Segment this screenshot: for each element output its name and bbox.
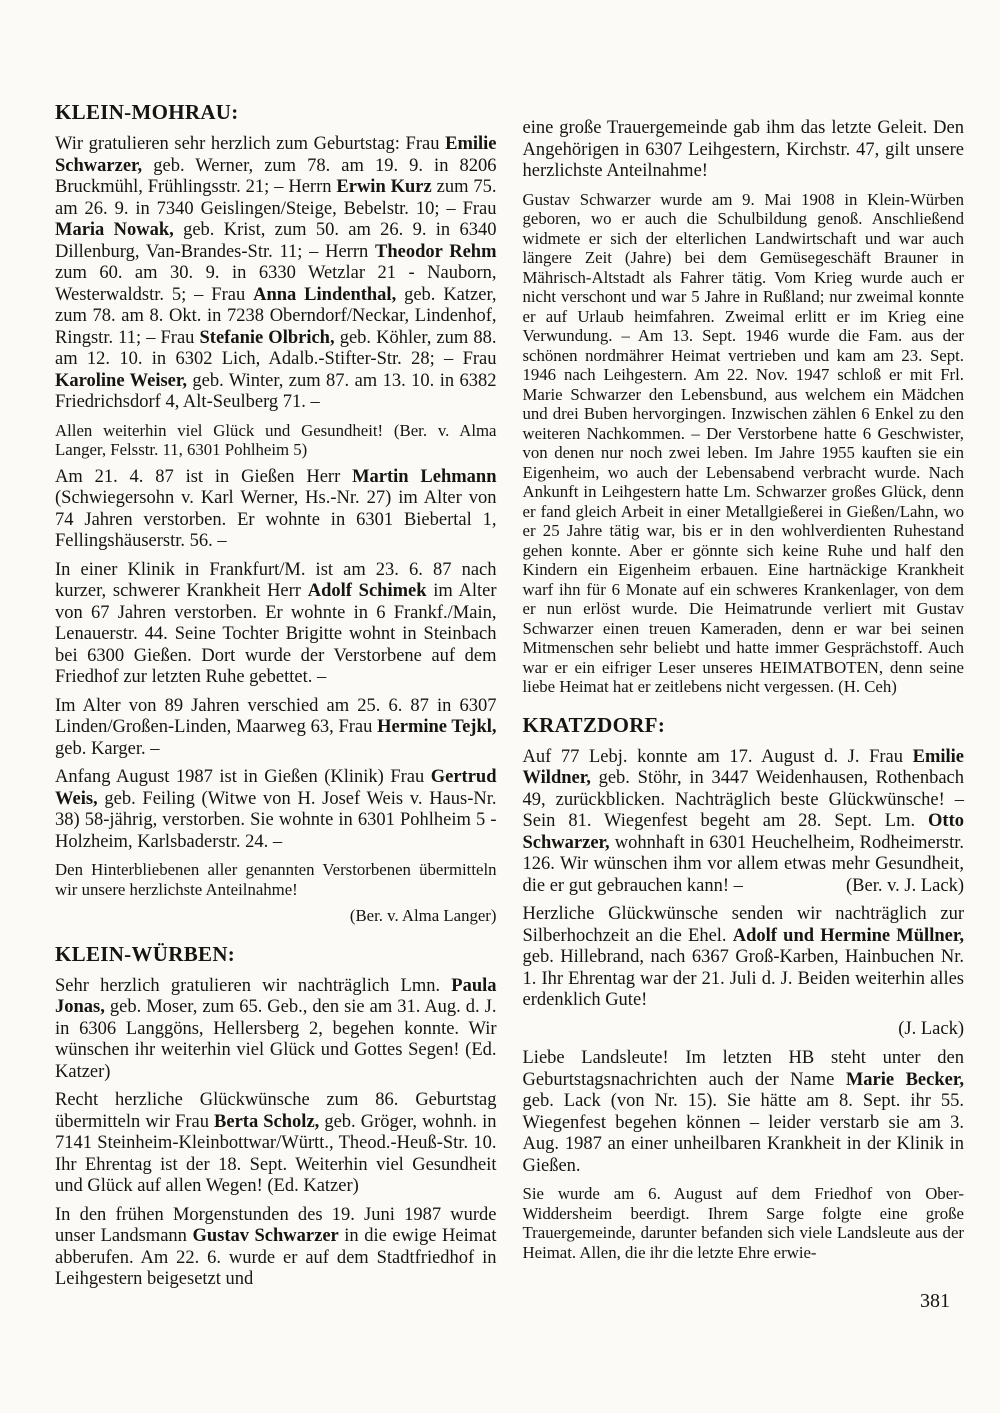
- text-segment: In einer Klinik in Frankfurt/M. ist am 23. 6. 87 nach kurzer, schwerer Krankheit Herr: [55, 559, 497, 601]
- paragraph: [55, 421, 497, 460]
- paragraph: [55, 560, 497, 689]
- text-segment: Sie wurde am 6. August auf dem Friedhof von Ober-Widdersheim beerdigt. Ihrem Sarge folgte eine große Trauergemeinde, darunter befanden sich viele Landsleute aus der Heimat. Allen, die ihr die letzte Ehre erwie-: [522, 1184, 964, 1262]
- person-name: Adolf Schimek: [307, 581, 427, 601]
- person-name: Erwin Kurz: [336, 177, 432, 197]
- text-segment: (Schwiegersohn v. Karl Werner, Hs.-Nr. 27) im Alter von 74 Jahren verstorben. Er wohnte in 6301 Biebertal 1, Fellingshäuserstr. 56. –: [55, 488, 497, 551]
- two-column-layout: [55, 100, 964, 1313]
- left-column: [55, 100, 497, 1298]
- person-name: Maria Nowak,: [55, 220, 174, 240]
- attribution: (Ber. v. Alma Langer): [349, 906, 497, 925]
- person-name: Marie Becker,: [845, 1069, 964, 1090]
- text-segment: Im Alter von 89 Jahren verschied am 25. 6. 87 in 6307 Linden/Großen-Linden, Maarweg 63, Frau: [55, 695, 497, 737]
- text-segment: Liebe Landsleute! Im letzten HB steht unter den Geburtstagsnachrichten auch der Name: [522, 1048, 964, 1090]
- section-heading: KLEIN-WÜRBEN:: [55, 941, 236, 966]
- paragraph: [523, 1048, 965, 1177]
- text-segment: Gustav Schwarzer wurde am 9. Mai 1908 in Klein-Würben geboren, wo er auch die Schulbildung genoß. Anschließend widmete er sich der elterlichen Landwirtschaft und war auch längere Zeit (Jahre) bei dem Gemüsegeschäft Brauner in Mährisch-Altstadt als Fahrer tätig. Vom Krieg wurde auch er nicht verschont und war 5 Jahre in Rußland; nur zweimal konnte er auf Urlaub heimfahren. Zweimal erlitt er im Krieg eine Verwundung. – Am 13. Sept. 1946 wurde die Fam. aus der schönen nordmährer Heimat vertrieben und kam am 23. Sept. 1946 nach Leihgestern. Am 22. Nov. 1947 schloß er mit Frl. Marie Schwarzer den Lebensbund, aus welchem ein Mädchen und drei Buben hervorgingen. Inzwischen zählen 6 Enkel zu den weiteren Nachkommen. – Der Verstorbene hatte 6 Geschwister, von denen nur noch zwei leben. Im Jahre 1955 kauften sie ein Eigenheim, wo auch der Lebensabend verbracht wurde. Nach Ankunft in Leihgestern hatte Lm. Schwarzer großes Glück, denn er fand gleich Arbeit in einer Metallgießerei in Gießen/Lahn, wo er 25 Jahre tätig war, bis er in den wohlverdienten Ruhestand gehen konnte. Aber er gönnte sich keine Ruhe und half den Kindern ein Eigenheim erbauen. Eine hartnäckige Krankheit warf ihn für 6 Monate auf ein schweres Krankenlager, von dem er nun erlöst wurde. Die Heimatrunde verliert mit Gustav Schwarzer einen treuen Kameraden, denn er war bei seinen Mitmenschen sehr beliebt und hatte immer Gesprächstoff. Auch war er ein eifriger Leser unseres HEIMATBOTEN, denn seine liebe Heimat hat er zeitlebens nicht vergessen. (H. Ceh): [522, 189, 964, 696]
- text-segment: geb. Moser, zum 65. Geb., den sie am 31. Aug. d. J. in 6306 Langgöns, Hellersberg 2, begehen konnte. Wir wünschen ihr weiterhin viel Glück und Gottes Segen! (Ed. Katzer): [55, 997, 497, 1082]
- paragraph: [55, 1205, 497, 1291]
- person-name: Otto Schwarzer,: [522, 811, 964, 853]
- text-segment: zum 75. am 26. 9. in 7340 Geislingen/Steige, Bebelstr. 10; – Frau: [55, 177, 497, 219]
- left-column-blocks: [55, 100, 497, 1291]
- right-column-blocks: [523, 118, 965, 1262]
- text-segment: geb. Stöhr, in 3447 Weidenhausen, Rothenbach 49, zurückblicken. Nachträglich beste Glückwünsche! – Sein 81. Wiegenfest begeht am 28. Sept. Lm.: [522, 768, 964, 831]
- person-name: Gustav Schwarzer: [192, 1226, 339, 1246]
- paragraph: [523, 1184, 965, 1262]
- person-name: Hermine Tejkl,: [377, 717, 497, 737]
- text-segment: Anfang August 1987 ist in Gießen (Klinik) Frau: [55, 767, 431, 787]
- person-name: Anna Lindenthal,: [253, 284, 397, 305]
- inline-attribution: (Ber. v. J. Lack): [846, 875, 964, 896]
- person-name: Stefanie Olbrich,: [199, 327, 335, 348]
- text-segment: zum 60. am 30. 9. in 6330 Wetzlar 21 - Nauborn, Westerwaldstr. 5; – Frau: [55, 263, 497, 305]
- person-name: Berta Scholz,: [214, 1111, 320, 1132]
- paragraph: [55, 767, 497, 853]
- person-name: Paula Jonas,: [55, 975, 497, 1017]
- text-segment: geb. Hillebrand, nach 6367 Groß-Karben, Hainbuchen Nr. 1. Ihr Ehrentag war der 21. Juli d. J. Beiden weiterhin alles erdenklich Gute!: [522, 947, 964, 1010]
- paragraph: [55, 976, 497, 1084]
- text-segment: Wir gratulieren sehr herzlich zum Geburtstag: Frau: [55, 134, 446, 154]
- paragraph: [523, 190, 965, 697]
- text-segment: Am 21. 4. 87 ist in Gießen Herr: [55, 466, 353, 487]
- text-segment: im Alter von 67 Jahren verstorben. Er wohnte in 6 Frankf./Main, Lenauerstr. 44. Seine Tochter Brigitte wohnt in Steinbach bei 6300 Gießen. Dort wurde der Verstorbene auf dem Friedhof zur letzten Ruhe gebettet. –: [55, 581, 497, 687]
- paragraph: [55, 467, 497, 553]
- text-segment: Herzliche Glückwünsche senden wir nachträglich zur Silberhochzeit an die Ehel.: [522, 904, 964, 946]
- section-heading: KLEIN-MOHRAU:: [55, 100, 239, 124]
- text-segment: geb. Gröger, wohnh. in 7141 Steinheim-Kleinbottwar/Württ., Theod.-Heuß-Str. 10. Ihr Ehrentag ist der 18. Sept. Weiterhin viel Gesundheit und Glück auf allen Wegen! (Ed. Katzer): [55, 1111, 497, 1196]
- person-name: Martin Lehmann: [352, 466, 497, 487]
- text-segment: Den Hinterbliebenen aller genannten Verstorbenen übermitteln wir unsere herzlichste Anteilnahme!: [55, 860, 497, 899]
- text-segment: geb. Karger. –: [55, 738, 160, 759]
- text-segment: Allen weiterhin viel Glück und Gesundheit! (Ber. v. Alma Langer, Felsstr. 11, 6301 Pohlheim 5): [55, 420, 497, 459]
- text-segment: in die ewige Heimat abberufen. Am 22. 6. wurde er auf dem Stadtfriedhof in Leihgestern beigesetzt und: [55, 1226, 497, 1289]
- person-name: Adolf und Hermine Müllner,: [732, 925, 964, 946]
- paragraph: [55, 860, 497, 899]
- person-name: Theodor Rehm: [374, 241, 497, 262]
- person-name: Emilie Wildner,: [522, 746, 964, 788]
- text-segment: eine große Trauergemeinde gab ihm das letzte Geleit. Den Angehörigen in 6307 Leihgestern, Kirchstr. 47, gilt unsere herzlichste Anteilnahme!: [522, 118, 964, 181]
- paragraph: [523, 747, 965, 898]
- text-segment: geb. Lack (von Nr. 15). Sie hätte am 8. Sept. ihr 55. Wiegenfest begehen können – leider verstarb sie am 3. Aug. 1987 an einer unheilbaren Krankheit in der Klinik in Gießen.: [522, 1091, 964, 1176]
- person-name: Emilie Schwarzer,: [55, 134, 497, 176]
- text-segment: geb. Feiling (Witwe von H. Josef Weis v. Haus-Nr. 38) 58-jährig, verstorben. Sie wohnte in 6301 Pohlheim 5 - Holzheim, Karlsbaderstr. 24. –: [55, 788, 497, 852]
- text-segment: geb. Werner, zum 78. am 19. 9. in 8206 Bruckmühl, Frühlingsstr. 21; – Herrn: [55, 155, 497, 197]
- text-segment: In den frühen Morgenstunden des 19. Juni 1987 wurde unser Landsmann: [55, 1204, 497, 1246]
- text-segment: Sehr herzlich gratulieren wir nachträglich Lmn.: [55, 975, 452, 996]
- text-segment: geb. Köhler, zum 88. am 12. 10. in 6302 Lich, Adalb.-Stifter-Str. 28; – Frau: [55, 327, 497, 369]
- text-segment: geb. Krist, zum 50. am 26. 9. in 6340 Dillenburg, Van-Brandes-Str. 11; – Herrn: [55, 220, 497, 262]
- text-segment: Recht herzliche Glückwünsche zum 86. Geburtstag übermitteln wir Frau: [55, 1090, 497, 1132]
- paragraph: [523, 118, 965, 183]
- paragraph: [523, 904, 965, 1012]
- text-segment: Auf 77 Lebj. konnte am 17. August d. J. Frau: [522, 746, 913, 767]
- right-column: [523, 100, 965, 1313]
- text-segment: geb. Katzer, zum 78. am 8. Okt. in 7238 Oberndorf/Neckar, Lindenhof, Ringstr. 11; – Frau: [55, 284, 497, 348]
- text-segment: wohnhaft in 6301 Heuchelheim, Rodheimerstr. 126. Wir wünschen ihm vor allem etwas mehr Gesundheit, die er gut gebrauchen kann! –: [522, 832, 964, 896]
- section-heading: KRATZDORF:: [522, 712, 666, 737]
- paragraph: [55, 1090, 497, 1198]
- paragraph: [55, 696, 497, 761]
- attribution: (J. Lack): [898, 1018, 964, 1039]
- paragraph: [55, 134, 497, 414]
- person-name: Gertrud Weis,: [55, 767, 497, 809]
- person-name: Karoline Weiser,: [55, 370, 188, 391]
- page-number: 381: [920, 1290, 950, 1312]
- text-segment: geb. Winter, zum 87. am 13. 10. in 6382 Friedrichsdorf 4, Alt-Seulberg 71. –: [55, 370, 497, 412]
